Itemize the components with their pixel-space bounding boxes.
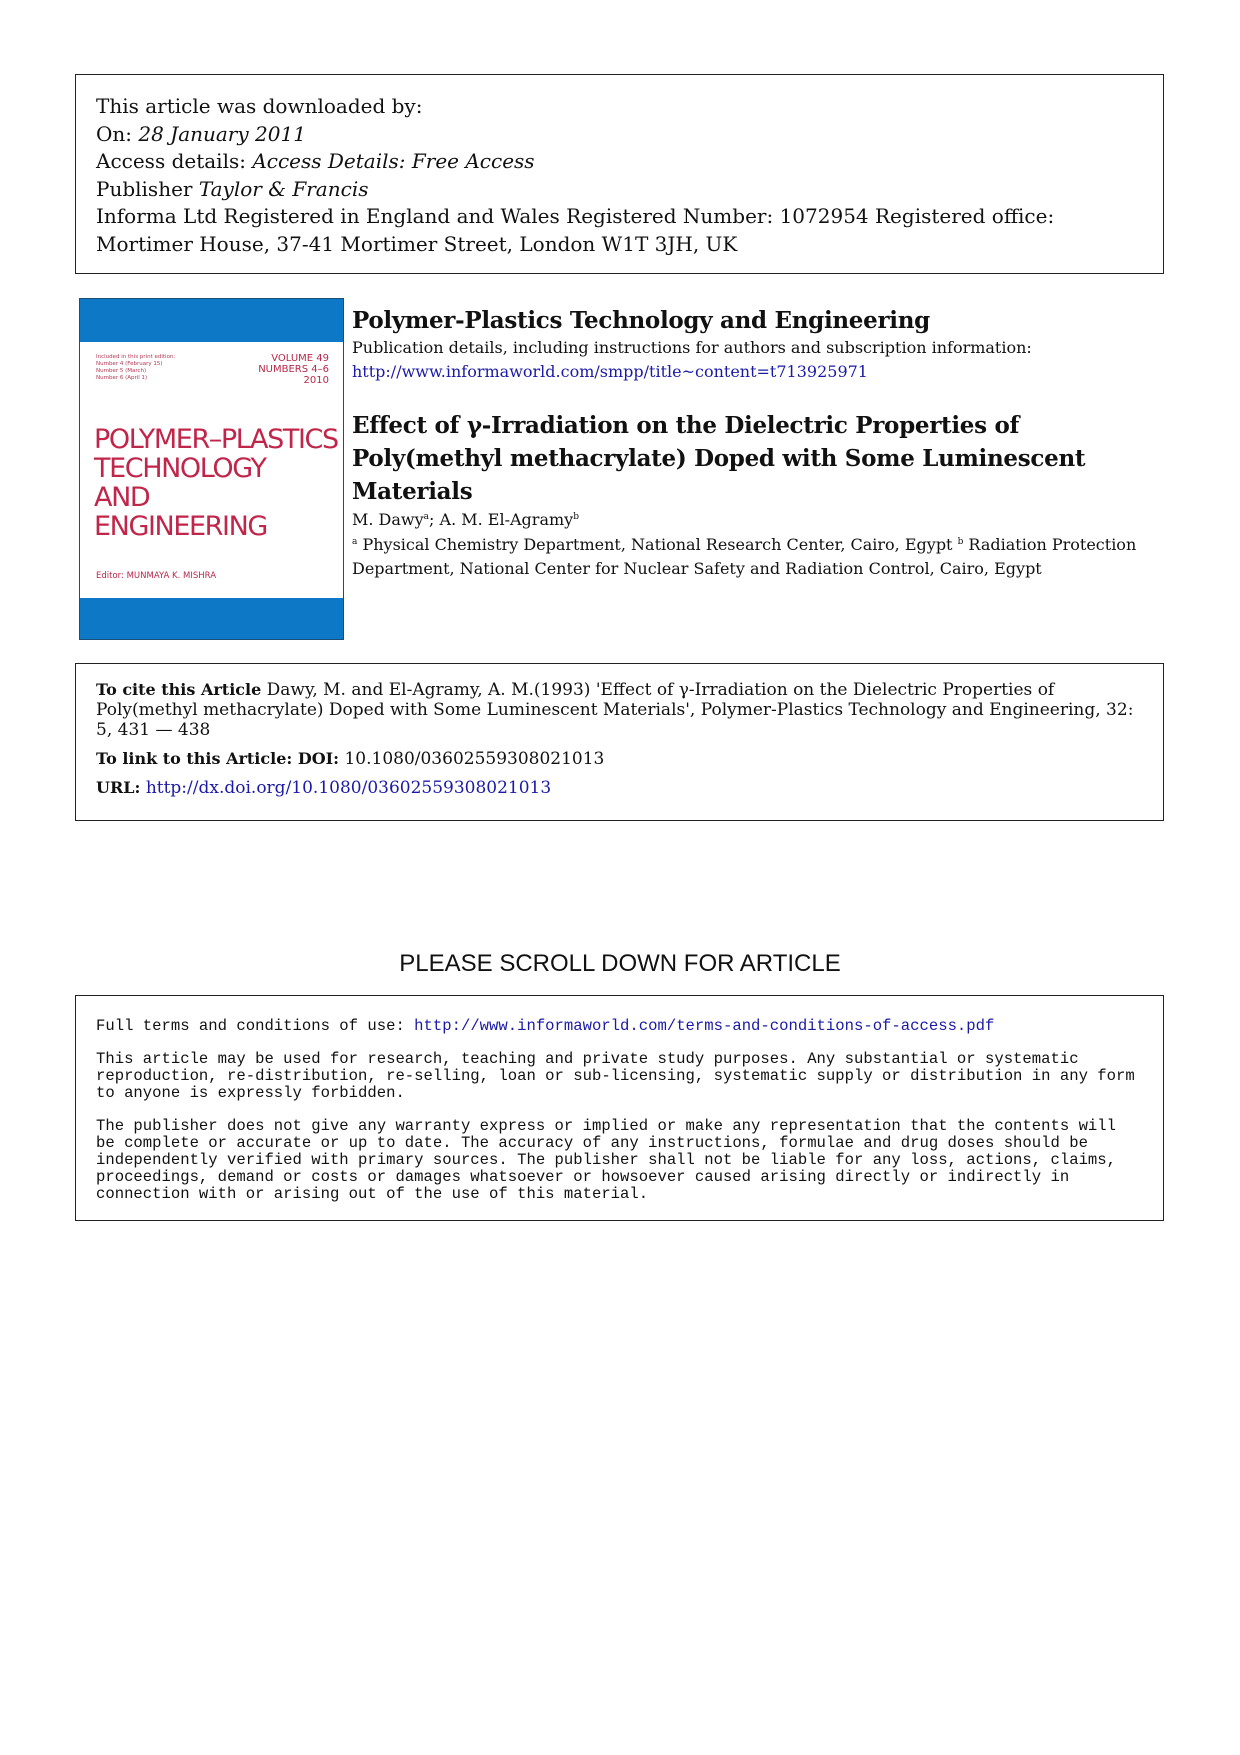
- terms-warranty-paragraph: The publisher does not give any warranty express or implied or make any representation that the contents will be complete or accurate or up to date. The accuracy of any instructions, formulae and drug doses should be independently verified with primary sources. The publisher shall not be liable for any loss, actions, claims, proceedings, demand or costs or damages whatsoever or howsoever caused arising directly or indirectly in connection with or arising out of the use of this material.: [96, 1117, 1116, 1203]
- journal-url-link[interactable]: http://www.informaworld.com/smpp/title~content=t713925971: [352, 362, 868, 381]
- terms-box: [75, 995, 1164, 1221]
- article-title: Effect of γ-Irradiation on the Dielectric Properties of Poly(methyl methacrylate) Doped with Some Luminescent Materials: [352, 412, 1086, 505]
- publisher: Publisher Taylor & Francis: [96, 176, 369, 201]
- cover-editor: Editor: MUNMAYA K. MISHRA: [96, 571, 217, 581]
- terms-url-link[interactable]: http://www.informaworld.com/terms-and-conditions-of-access.pdf: [414, 1017, 995, 1035]
- access-details: Access details: Access Details: Free Access: [96, 149, 535, 173]
- cover-journal-title: POLYMER–PLASTICS TECHNOLOGY AND ENGINEERING: [94, 424, 338, 542]
- cite-this-article: To cite this Article Dawy, M. and El-Agramy, A. M.(1993) 'Effect of γ-Irradiation on the Dielectric Properties of Poly(methyl methacrylate) Doped with Some Luminescent Materials', Polymer-Plastics Technology and Engineering, 32: 5, 431 — 438: [96, 680, 1134, 740]
- cover-edition-info: Included in this print edition: Number 4 (February 15) Number 5 (March) Number 6 (April 1): [96, 354, 176, 381]
- cover-top-band: [80, 299, 343, 342]
- download-info-box: [75, 74, 1164, 274]
- doi-line: To link to this Article: DOI: 10.1080/03602559308021013: [96, 749, 605, 769]
- scroll-notice: PLEASE SCROLL DOWN FOR ARTICLE: [399, 950, 841, 977]
- article-info: [352, 306, 1162, 581]
- author-affiliations: $^a$ Physical Chemistry Department, National Research Center, Cairo, Egypt $^b$ Radiation Protection Department, National Center for Nuclear Safety and Radiation Control, Cairo, Egypt: [352, 535, 1137, 578]
- cover-volume: VOLUME 49 NUMBERS 4–6 2010: [258, 353, 329, 386]
- registered-office: Informa Ltd Registered in England and Wales Registered Number: 1072954 Registered office: Mortimer House, 37-41 Mortimer Street, London W1T 3JH, UK: [96, 204, 1055, 256]
- publication-details: Publication details, including instructions for authors and subscription information:: [352, 338, 1032, 357]
- terms-line: Full terms and conditions of use: http://www.informaworld.com/terms-and-conditions-of-access.pdf: [96, 1017, 995, 1035]
- cover-bottom-band: [80, 598, 343, 639]
- journal-name: Polymer-Plastics Technology and Engineering: [352, 307, 930, 334]
- download-date: On: 28 January 2011: [96, 121, 306, 146]
- article-authors: M. Dawy$^a$; A. M. El-Agramy$^b$: [352, 510, 579, 529]
- citation-box: [75, 663, 1164, 821]
- terms-usage-paragraph: This article may be used for research, teaching and private study purposes. Any substantial or systematic reproduction, re-distribution, re-selling, loan or sub-licensing, systematic supply or distribution in any form to anyone is expressly forbidden.: [96, 1050, 1135, 1102]
- url-line: URL: http://dx.doi.org/10.1080/03602559308021013: [96, 778, 552, 798]
- journal-cover-image: [79, 298, 344, 640]
- doi-url-link[interactable]: http://dx.doi.org/10.1080/03602559308021013: [145, 778, 552, 798]
- downloaded-by: This article was downloaded by:: [96, 94, 423, 118]
